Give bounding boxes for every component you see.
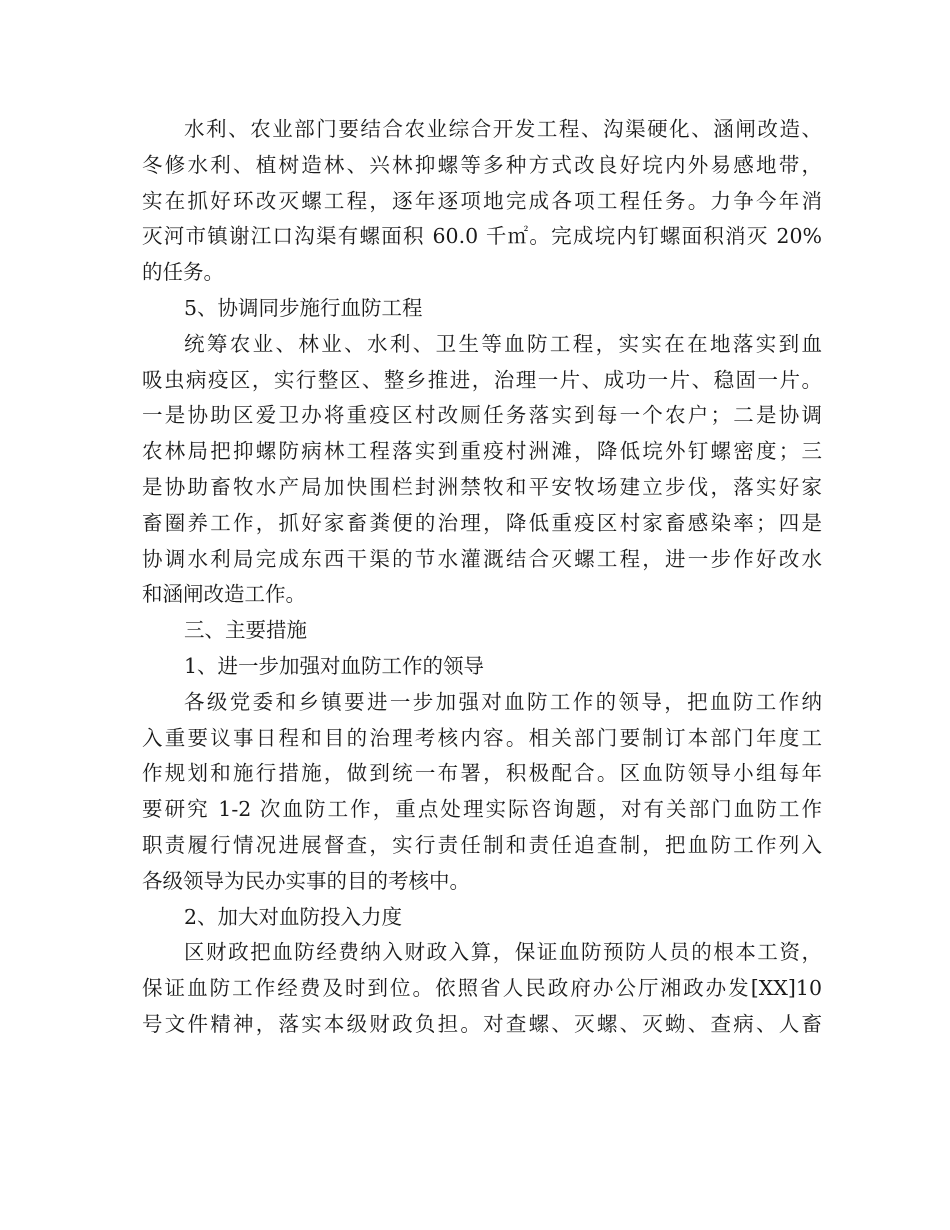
paragraph-line: 农林局把抑螺防病林工程落实到重疫村洲滩，降低垸外钉螺密度；三: [142, 439, 822, 464]
paragraph-line: 要研究 1-2 次血防工作，重点处理实际咨询题，对有关部门血防工作: [142, 797, 822, 822]
paragraph-line: 保证血防工作经费及时到位。依照省人民政府办公厅湘政办发[XX]10: [142, 976, 822, 1001]
paragraph-line: 协调水利局完成东西干渠的节水灌溉结合灭螺工程，进一步作好改水: [142, 546, 822, 571]
paragraph-line: 是协助畜牧水产局加快围栏封洲禁牧和平安牧场建立步伐，落实好家: [142, 474, 822, 499]
paragraph-line: 各级党委和乡镇要进一步加强对血防工作的领导，把血防工作纳: [184, 689, 822, 714]
paragraph-line: 号文件精神，落实本级财政负担。对查螺、灭螺、灭蚴、查病、人畜: [142, 1011, 822, 1036]
paragraph-line: 作规划和施行措施，做到统一布署，积极配合。区血防领导小组每年: [142, 761, 822, 786]
paragraph-line: 灭河市镇谢江口沟渠有螺面积 60.0 千㎡。完成垸内钉螺面积消灭 20%: [142, 224, 822, 249]
paragraph-line: 水利、农业部门要结合农业综合开发工程、沟渠硬化、涵闸改造、: [184, 117, 822, 141]
paragraph-line: 一是协助区爱卫办将重疫区村改厕任务落实到每一个农户；二是协调: [142, 403, 822, 428]
paragraph-line: 职责履行情况进展督查，实行责任制和责任追查制，把血防工作列入: [142, 832, 822, 857]
paragraph-line: 畜圈养工作，抓好家畜粪便的治理，降低重疫区村家畜感染率；四是: [142, 510, 822, 535]
paragraph-line: 和涵闸改造工作。: [142, 582, 306, 607]
section-heading: 三、主要措施: [184, 618, 307, 643]
paragraph-line: 实在抓好环改灭螺工程，逐年逐项地完成各项工程任务。力争今年消: [142, 188, 822, 213]
section-heading: 2、加大对血防投入力度: [184, 904, 403, 929]
paragraph-line: 入重要议事日程和目的治理考核内容。相关部门要制订本部门年度工: [142, 725, 822, 750]
section-heading: 5、协调同步施行血防工程: [184, 295, 423, 320]
paragraph-line: 吸虫病疫区，实行整区、整乡推进，治理一片、成功一片、稳固一片。: [142, 367, 822, 392]
paragraph-line: 冬修水利、植树造林、兴林抑螺等多种方式改良好垸内外易感地带，: [142, 152, 822, 177]
paragraph-line: 各级领导为民办实事的目的考核中。: [142, 868, 470, 893]
paragraph-line: 区财政把血防经费纳入财政入算，保证血防预防人员的根本工资，: [184, 940, 822, 965]
paragraph-line: 统筹农业、林业、水利、卫生等血防工程，实实在在地落实到血: [184, 331, 822, 356]
paragraph-line: 的任务。: [142, 260, 224, 285]
document-body: [142, 112, 822, 1043]
section-heading: 1、进一步加强对血防工作的领导: [184, 653, 485, 678]
